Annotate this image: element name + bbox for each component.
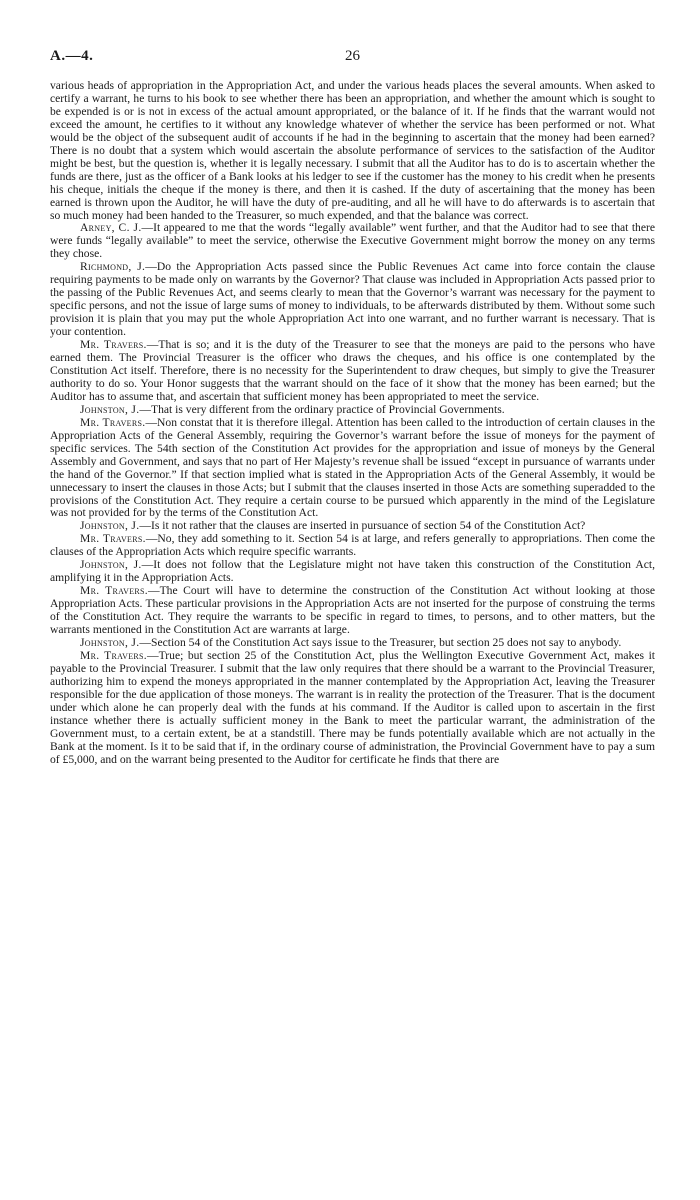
speaker-name: Arney, C. J. bbox=[80, 221, 142, 235]
body-text bbox=[50, 80, 655, 767]
paragraph-text: —True; but section 25 of the Constitution Act, plus the Wellington Executive Government Act, makes it payable to the Provincial Treasurer. I submit that the law only requires that there should be a warrant to the Provincial Treasurer, authorizing him to expend the moneys appropriated in the manner contemplated by the Appropriation Act, leaving the Treasurer responsible for the due application of those moneys. The warrant is in reality the protection of the Treasurer. That is the document under which alone he can properly deal with the funds at his command. If the Auditor is called upon to ascertain in the first instance whether there is actually sufficient money in the Bank to meet the particular warrant, the administration of the Government must, to a certain extent, be at a standstill. There may be funds potentially available which are not actually in the Bank at the moment. Is it to be said that if, in the ordinary course of administration, the Provincial Government have to pay a sum of £5,000, and on the warrant being presented to the Auditor for certificate he finds that there are bbox=[50, 648, 656, 766]
paragraph bbox=[50, 261, 655, 339]
paragraph bbox=[50, 80, 655, 222]
speaker-name: Mr. Travers. bbox=[80, 648, 148, 662]
paragraph-text: —No, they add something to it. Section 54 is at large, and refers generally to appropriations. Then come the clauses of the Appropriation Acts which require specific warrants. bbox=[50, 532, 655, 559]
paragraph-text: —Non constat that it is therefore illegal. Attention has been called to the introduction of certain clauses in the Appropriation Acts of the General Assembly, requiring the Governor’s warrant before the issue of moneys for the payment of specific services. The 54th section of the Constitution Act provides for the appropriation and issue of moneys by the General Assembly and Government, and says that no part of Her Majesty’s revenue shall be issued “except in pursuance of warrants under the hand of the Governor.” If that section implied what is stated in the Appropriation Acts of the General Assembly, it would be unnecessary to insert the clauses in those Acts; but I submit that the clauses inserted in those Acts are something superadded to the provisions of the Constitution Act. They require a certain course to be pursued which apparently in the mind of the Legislature was not provided for by the terms of the Constitution Act. bbox=[50, 415, 656, 520]
paragraph-text: —Section 54 of the Constitution Act says issue to the Treasurer, but section 25 does not say to anybody. bbox=[139, 635, 622, 649]
speaker-name: Johnston, J. bbox=[80, 519, 140, 533]
speaker-name: Johnston, J. bbox=[80, 558, 142, 572]
paragraph bbox=[50, 585, 655, 637]
speaker-name: Johnston, J. bbox=[80, 402, 140, 416]
paragraph bbox=[50, 533, 655, 559]
speaker-name: Mr. Travers. bbox=[80, 532, 146, 546]
paragraph bbox=[50, 650, 655, 767]
speaker-name: Mr. Travers. bbox=[80, 415, 146, 429]
document-reference: A.—4. bbox=[50, 48, 94, 64]
paragraph-text: —That is so; and it is the duty of the Treasurer to see that the moneys are paid to the persons who have earned them. The Provincial Treasurer is the officer who draws the cheques, and his office is one contemplated by the Constitution Act itself. Therefore, there is no necessity for the Superintendent to draw cheques, but simply to give the Treasurer authority to do so. Your Honor suggests that the warrant should on the face of it show that the money has been earned; but the Auditor has to assume that, and ascertain that sufficient money has been appropriated to meet the service. bbox=[50, 338, 656, 403]
paragraph-text: —Do the Appropriation Acts passed since the Public Revenues Act came into force contain the clause requiring payments to be made only on warrants by the Governor? That clause was included in Appropriation Acts passed prior to the passing of the Public Revenues Act, and seems clearly to mean that the Governor’s warrant was necessary for the payment to specific persons, and not the issue of large sums of money to individuals, to be afterwards distributed by them. Without some such provision it is plain that you may put the whole Appropriation Act into one warrant, and no further warrant is necessary. That is your contention. bbox=[50, 260, 655, 339]
paragraph-text: various heads of appropriation in the Appropriation Act, and under the various heads places the several amounts. When asked to certify a warrant, he turns to his book to see whether there has been an appropriation, and whether the amount which is sought to be expended is or is not in excess of the actual amount appropriated, or the balance of it. If he finds that the warrant would not exceed the amount, he certifies to it without any knowledge whatever of whether the service has been performed or not. What would be the object of the subsequent audit of accounts if he had in the beginning to ascertain that the money had been earned? There is no doubt that a system which would ascertain the absolute performance of services to the satisfaction of the Auditor might be best, but the question is, whether it is legally necessary. I submit that all the Auditor has to do is to ascertain whether the funds are there, just as the officer of a Bank looks at his ledger to see if the customer has the money to his credit when he presents his cheque, initials the cheque if the money is there, and then it is cashed. If the duty of ascertaining that the money has been earned is thrown upon the Auditor, he will have the duty of pre-auditing, and all he will have to do afterwards is to ascertain that so much money had been handed to the Treasurer, so much expended, and that the balance was correct. bbox=[50, 79, 655, 222]
speaker-name: Mr. Travers. bbox=[80, 584, 148, 598]
page-number: 26 bbox=[345, 48, 360, 64]
paragraph bbox=[50, 417, 655, 521]
paragraph-text: —The Court will have to determine the construction of the Constitution Act without looking at those Appropriation Acts. These particular provisions in the Appropriation Acts are not inserted for the purpose of construing the terms of the Constitution Act. They require the warrants to be specific in regard to times, to persons, and to other matters, but the warrants mentioned in the Constitution Act are warrants at large. bbox=[50, 584, 655, 637]
paragraph bbox=[50, 222, 655, 261]
paragraph-text: —That is very different from the ordinary practice of Provincial Governments. bbox=[139, 402, 505, 416]
paragraph-text: —Is it not rather that the clauses are inserted in pursuance of section 54 of the Constitution Act? bbox=[139, 519, 586, 533]
paragraph bbox=[50, 339, 655, 404]
paragraph-text: —It does not follow that the Legislature might not have taken this construction of the Constitution Act, amplifying it in the Appropriation Acts. bbox=[50, 558, 655, 585]
paragraph bbox=[50, 559, 655, 585]
speaker-name: Richmond, J. bbox=[80, 260, 146, 274]
speaker-name: Mr. Travers. bbox=[80, 338, 147, 352]
speaker-name: Johnston, J. bbox=[80, 635, 140, 649]
page-header bbox=[50, 48, 655, 70]
paragraph-text: —It appeared to me that the words “legally available” went further, and that the Auditor had to see that there were funds “legally available” to meet the service, otherwise the Executive Government might borrow the money on any terms they chose. bbox=[50, 221, 655, 261]
